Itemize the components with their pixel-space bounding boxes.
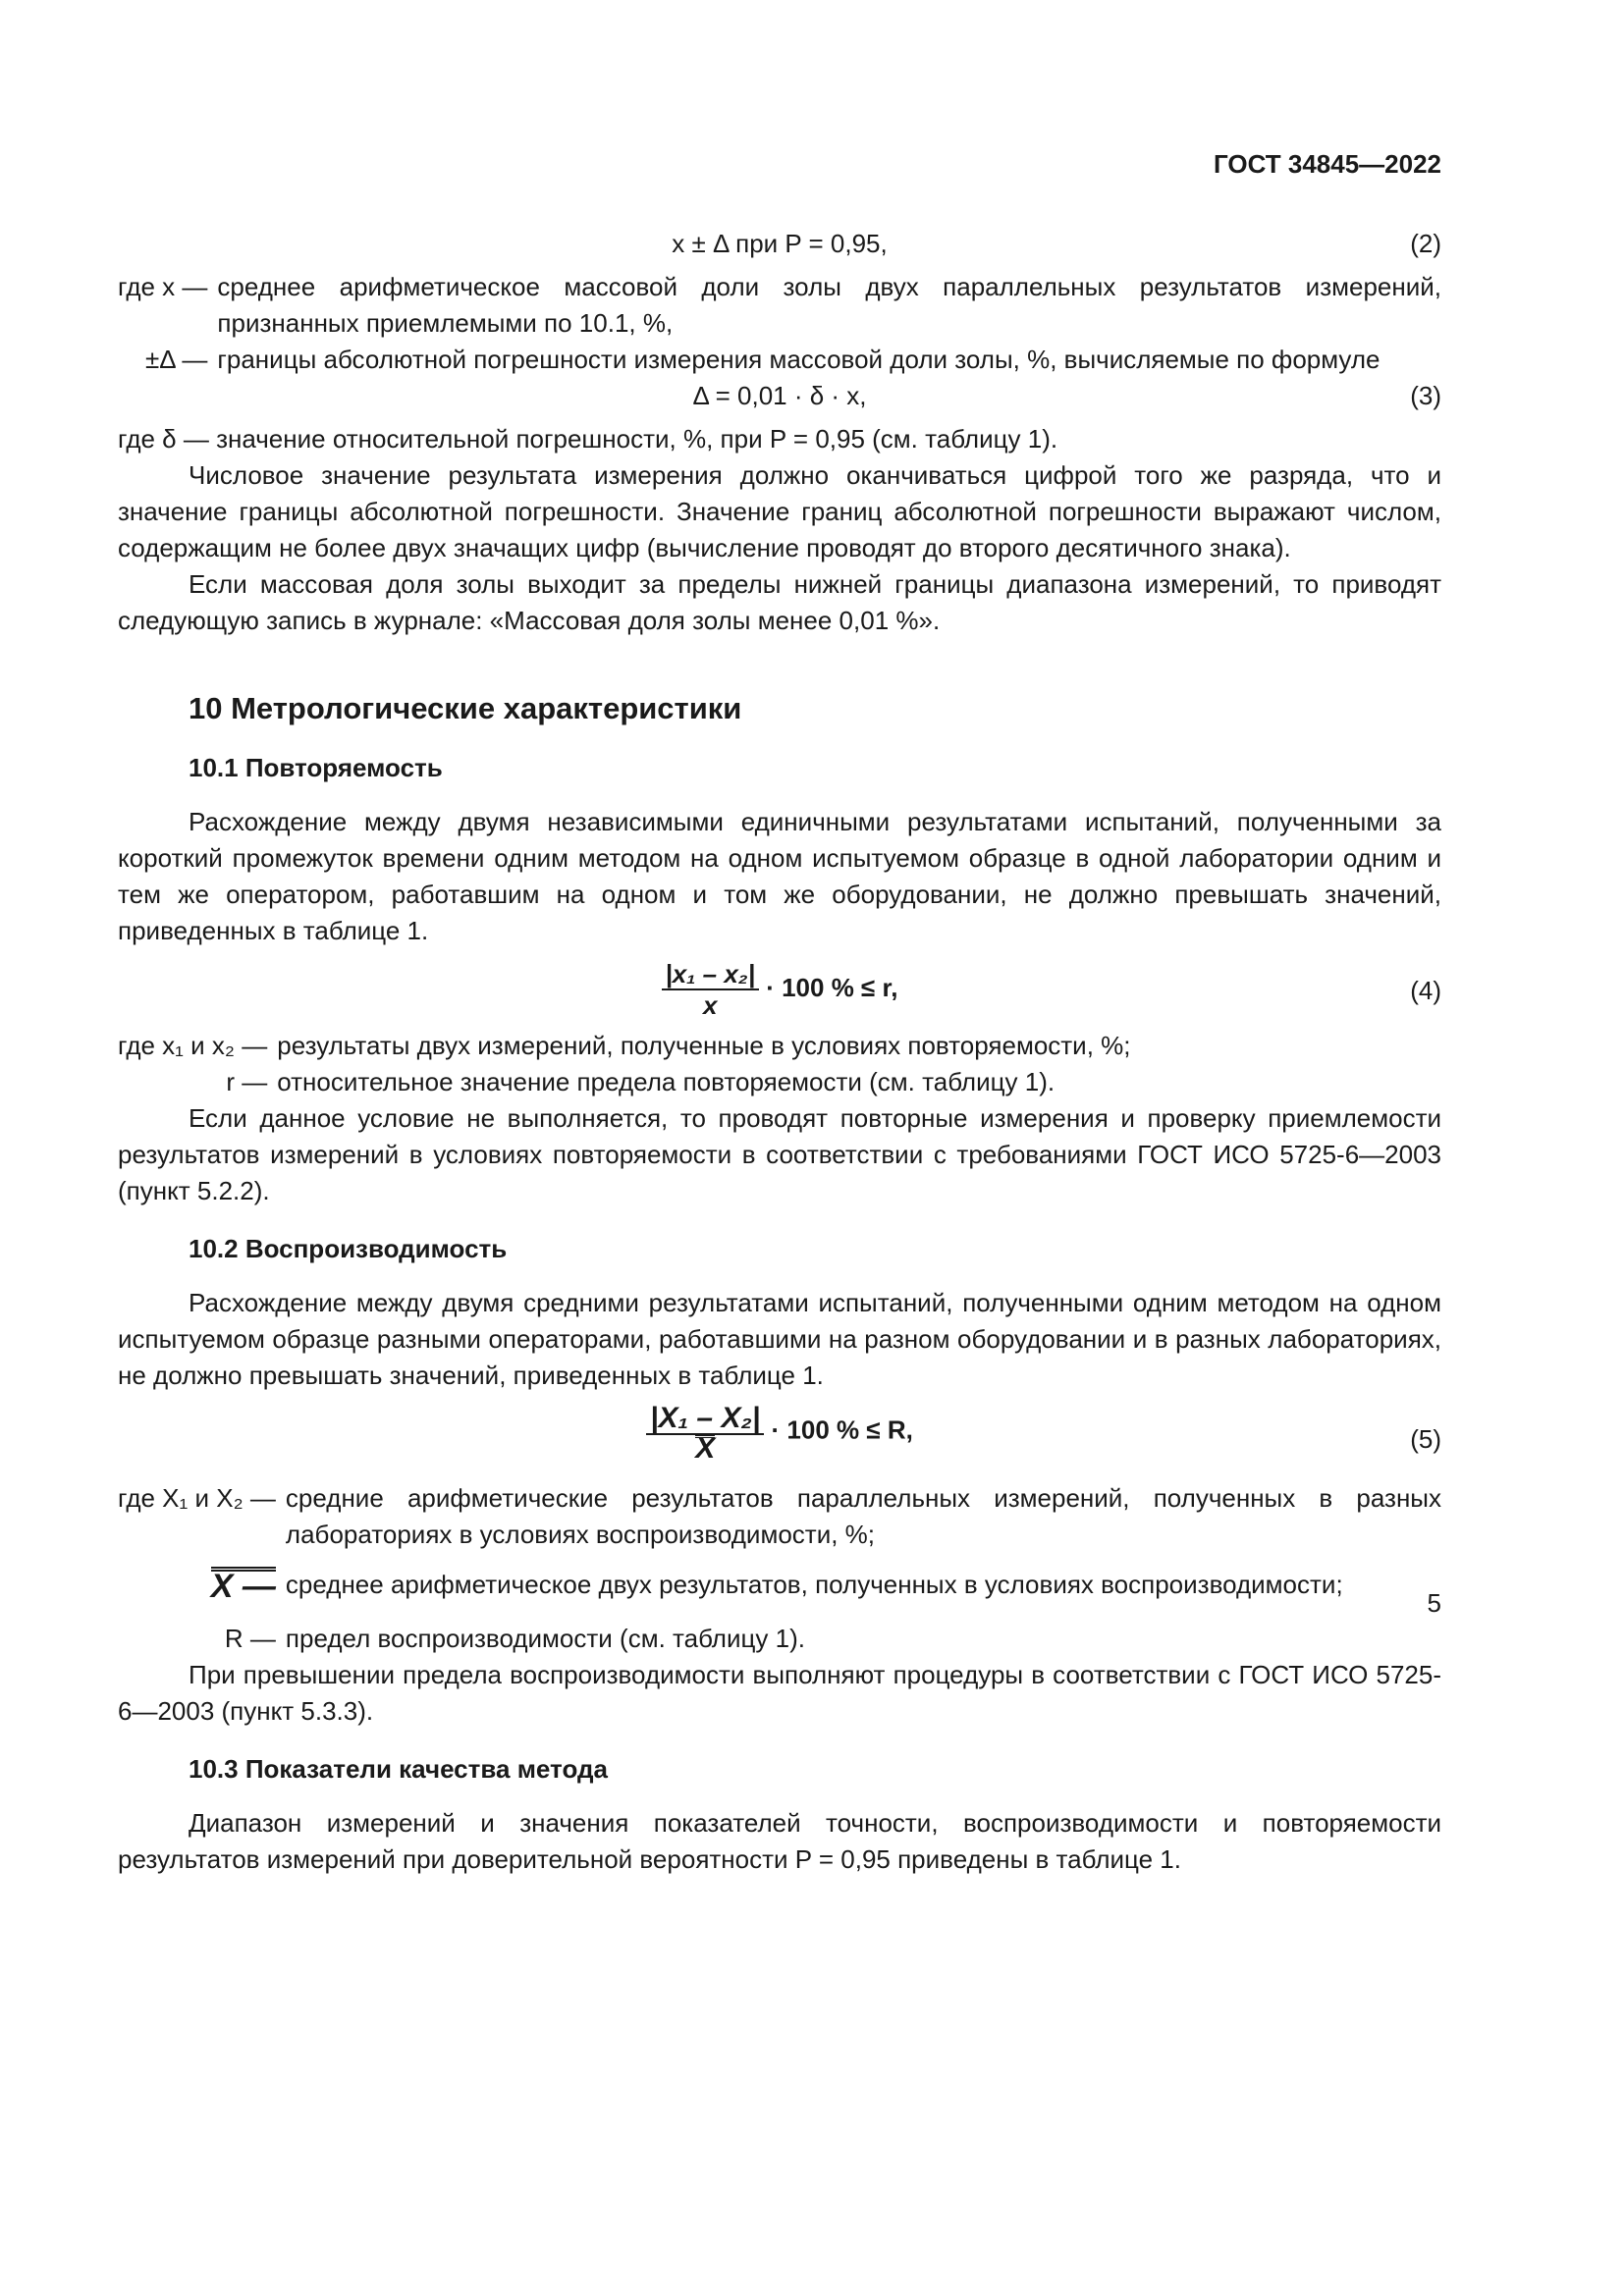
- formula-4-definitions: [118, 1028, 1441, 1100]
- paragraph: Числовое значение результата измерения должно оканчиваться цифрой того же разряда, что и значение границы абсолютной погрешности. Значение границ абсолютной погрешности выражают числом, содержащим не более двух значащих цифр (вычисление проводят до второго десятичного знака).: [118, 460, 1441, 562]
- paragraph: Расхождение между двумя независимыми единичными результатами испытаний, полученными за короткий промежуток времени одним методом на одном испытуемом образце в одной лаборатории одним и тем же оператором, работавшим на одном и том же оборудовании, не должно превышать значений, приведенных в таблице 1.: [118, 807, 1441, 945]
- section-heading: 10 Метрологические характеристики: [189, 691, 742, 725]
- subsection-heading: 10.1 Повторяемость: [189, 753, 443, 782]
- formula-4-denominator: x: [703, 990, 718, 1020]
- double-bar-x-symbol: X —: [210, 1568, 276, 1605]
- definition-symbol: где x —: [118, 272, 208, 301]
- formula-5-rest: · 100 % ≤ R,: [771, 1415, 913, 1445]
- document-header: ГОСТ 34845—2022: [1214, 149, 1441, 179]
- definition-text: границы абсолютной погрешности измерения массовой доли золы, %, вычисляемые по формуле: [217, 345, 1380, 374]
- paragraph: Если массовая доля золы выходит за пределы нижней границы диапазона измерений, то приводят следующую запись в журнале: «Массовая доля золы менее 0,01 %».: [118, 569, 1441, 635]
- formula-4-fraction: [662, 959, 759, 1020]
- definition-text: предел воспроизводимости (см. таблицу 1).: [285, 1624, 805, 1653]
- formula-4-number: (4): [1410, 976, 1441, 1005]
- definition-text: среднее арифметическое двух результатов, полученных в условиях воспроизводимости;: [285, 1570, 1343, 1599]
- formula-4: [118, 959, 1441, 1028]
- definition-text: среднее арифметическое массовой доли золы двух параллельных результатов измерений, признанных приемлемыми по 10.1, %,: [217, 272, 1441, 338]
- formula-2: [118, 226, 1441, 269]
- paragraph: Расхождение между двумя средними результатами испытаний, полученными одним методом на одном испытуемом образце разными операторами, работавшими на разном оборудовании и в разных лабораториях, не должно превышать значений, приведенных в таблице 1.: [118, 1288, 1441, 1390]
- formula-5-denominator: X: [695, 1432, 716, 1465]
- definition-symbol: ±Δ —: [144, 345, 208, 374]
- document-body: [118, 226, 1441, 1878]
- formula-3-definition: где δ — значение относительной погрешности, %, при P = 0,95 (см. таблицу 1).: [118, 424, 1058, 454]
- paragraph: Если данное условие не выполняется, то проводят повторные измерения и проверку приемлемости результатов измерений в условиях повторяемости в соответствии с требованиями ГОСТ ИСО 5725-6—2003 (пункт 5.2.2).: [118, 1103, 1441, 1205]
- formula-4-expr: [118, 959, 1441, 1020]
- definition-symbol: [118, 1567, 276, 1607]
- formula-4-numerator: |x₁ – x₂|: [662, 959, 759, 990]
- paragraph: При превышении предела воспроизводимости выполняют процедуры в соответствии с ГОСТ ИСО 5725-6—2003 (пункт 5.3.3).: [118, 1660, 1441, 1726]
- definition-text: результаты двух измерений, полученные в условиях повторяемости, %;: [277, 1031, 1131, 1060]
- formula-3-expr: Δ = 0,01 · δ · x,: [692, 381, 867, 410]
- formula-2-definitions: [118, 269, 1441, 378]
- paragraph: Диапазон измерений и значения показателей точности, воспроизводимости и повторяемости результатов измерений при доверительной вероятности P = 0,95 приведены в таблице 1.: [118, 1808, 1441, 1874]
- formula-5-definitions: [118, 1480, 1441, 1657]
- formula-2-expr: x ± Δ при P = 0,95,: [672, 229, 888, 258]
- definition-symbol: R —: [224, 1624, 276, 1653]
- formula-4-rest: · 100 % ≤ r,: [766, 972, 898, 1002]
- definition-text: относительное значение предела повторяемости (см. таблицу 1).: [277, 1067, 1056, 1096]
- definition-symbol: где x₁ и x₂ —: [118, 1031, 268, 1060]
- formula-3: [118, 378, 1441, 421]
- formula-5-numerator: |X₁ – X₂|: [646, 1404, 764, 1435]
- formula-5-number: (5): [1410, 1424, 1441, 1454]
- formula-5-fraction: [646, 1402, 764, 1465]
- formula-2-number: (2): [1410, 229, 1441, 258]
- formula-3-number: (3): [1410, 381, 1441, 410]
- formula-5: [118, 1404, 1441, 1480]
- definition-symbol: где X₁ и X₂ —: [118, 1483, 276, 1513]
- definition-text: средние арифметические результатов параллельных измерений, полученных в разных лабораториях в условиях воспроизводимости, %;: [285, 1483, 1441, 1549]
- subsection-heading: 10.2 Воспроизводимость: [189, 1234, 508, 1263]
- subsection-heading: 10.3 Показатели качества метода: [189, 1754, 608, 1784]
- page-number: 5: [1427, 1588, 1441, 1618]
- formula-5-expr: [118, 1402, 1441, 1465]
- definition-symbol: r —: [226, 1067, 268, 1096]
